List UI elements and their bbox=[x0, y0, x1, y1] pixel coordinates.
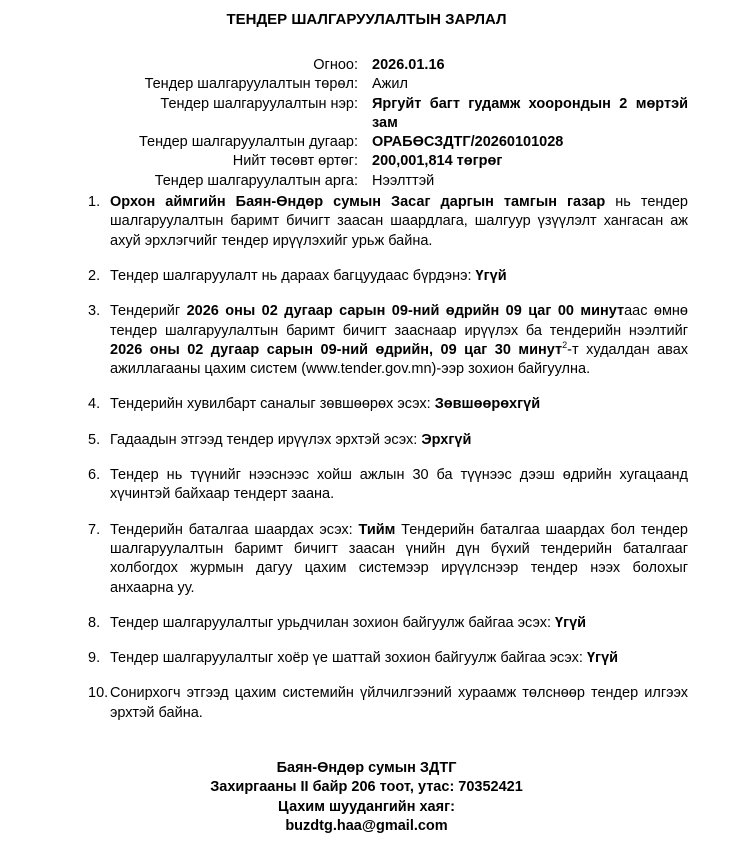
list-item-number: 7. bbox=[88, 521, 101, 538]
meta-label: Тендер шалгаруулалтын дугаар: bbox=[139, 134, 358, 151]
footer-email-label: Цахим шуудангийн хаяг: bbox=[278, 798, 455, 815]
meta-label: Тендер шалгаруулалтын нэр: bbox=[160, 95, 358, 112]
list-item bbox=[88, 267, 688, 286]
list-item bbox=[88, 395, 688, 414]
list-item bbox=[88, 614, 688, 633]
list-item-text: Тендер нь түүнийг нээснээс хойш ажлын 30 ба түүнээс дээш өдрийн хугацаанд хүчинтэй байхаар тендерт заана. bbox=[110, 467, 688, 503]
meta-row-date bbox=[45, 56, 688, 75]
meta-value: 2026.01.16 bbox=[372, 57, 445, 73]
list-item-text: Тендерийн хувилбарт саналыг зөвшөөрөх эсэх: Зөвшөөрөхгүй bbox=[110, 396, 541, 413]
list-item bbox=[88, 521, 688, 598]
footer-org-name: Баян-Өндөр сумын ЗДТГ bbox=[276, 760, 457, 777]
meta-row-budget bbox=[45, 152, 688, 171]
list-item-text: Тендерийн баталгаа шаардах эсэх: Тийм Тендерийн баталгаа шаардах бол тендер шалгаруулалтын баримт бичигт заасан үнийн дүн бүхий тендерийн баталгааг холбогдох журмын дагуу цахим системээр ирүүлснээр тендер нээх болохыг анхаарна уу. bbox=[110, 521, 688, 596]
meta-label: Тендер шалгаруулалтын төрөл: bbox=[144, 76, 358, 93]
list-item bbox=[88, 431, 688, 450]
tender-conditions-list bbox=[88, 193, 688, 723]
meta-label: Нийт төсөвт өртөг: bbox=[232, 153, 358, 170]
meta-row-name bbox=[45, 95, 688, 134]
tender-meta bbox=[45, 56, 688, 191]
list-item-number: 10. bbox=[88, 685, 109, 702]
meta-value: ОРАБӨСЗДТГ/20260101028 bbox=[372, 134, 564, 151]
list-item bbox=[88, 302, 688, 379]
list-item-number: 1. bbox=[88, 194, 101, 211]
list-item-text: Сонирхогч этгээд цахим системийн үйлчилгээний хураамж төлснөөр тендер илгээх эрхтэй байна. bbox=[110, 685, 688, 721]
meta-label: Огноо: bbox=[313, 57, 358, 73]
list-item-text: Тендер шалгаруулалтыг урьдчилан зохион байгуулж байгаа эсэх: Үгүй bbox=[110, 614, 587, 631]
meta-label: Тендер шалгаруулалтын арга: bbox=[154, 172, 358, 189]
meta-row-method bbox=[45, 172, 688, 191]
contact-footer bbox=[45, 759, 688, 836]
list-item-text: Гадаадын этгээд тендер ирүүлэх эрхтэй эсэх: Эрхгүй bbox=[110, 431, 472, 448]
meta-value: Яргуйт багт гудамж хоорондын 2 мөртэй зам bbox=[372, 95, 688, 131]
list-item-number: 6. bbox=[88, 467, 101, 484]
meta-value: Нээлттэй bbox=[372, 172, 435, 189]
list-item-number: 3. bbox=[88, 303, 101, 320]
footer-email: buzdtg.haa@gmail.com bbox=[285, 817, 448, 834]
list-item bbox=[88, 466, 688, 505]
list-item-number: 9. bbox=[88, 650, 101, 667]
list-item-number: 2. bbox=[88, 267, 101, 284]
list-item-text: Тендер шалгаруулалтыг хоёр үе шаттай зохион байгуулж байгаа эсэх: Үгүй bbox=[110, 650, 619, 667]
list-item bbox=[88, 193, 688, 251]
list-item-text: Тендер шалгаруулалт нь дараах багцуудаас бүрдэнэ: Үгүй bbox=[110, 267, 507, 284]
list-item-number: 8. bbox=[88, 614, 101, 631]
meta-row-type bbox=[45, 75, 688, 94]
meta-value: Ажил bbox=[372, 76, 408, 93]
list-item-number: 5. bbox=[88, 431, 101, 448]
meta-value: 200,001,814 төгрөг bbox=[372, 153, 503, 170]
list-item bbox=[88, 684, 688, 723]
list-item-number: 4. bbox=[88, 396, 101, 413]
list-item-text: Тендерийг 2026 оны 02 дугаар сарын 09-ний өдрийн 09 цаг 00 минутаас өмнө тендер шалгаруулалтын баримт бичигт зааснаар ирүүлэх ба тендерийн нээлтийг 2026 оны 02 дугаар сарын 09-ний өдрийн, 09 цаг 30 минут$^2$-т худалдан авах ажиллагааны цахим систем (www.tender.gov.mn)-ээр зохион байгуулна. bbox=[110, 303, 689, 378]
footer-address-phone: Захиргааны II байр 206 тоот, утас: 70352421 bbox=[210, 779, 523, 796]
list-item bbox=[88, 649, 688, 668]
meta-row-number bbox=[45, 133, 688, 152]
list-item-text: Орхон аймгийн Баян-Өндөр сумын Засаг даргын тамгын газар нь тендер шалгаруулалтын баримт бичигт заасан шаардлага, шалгуур үзүүлэлт хангасан аж ахуй эрхлэгчийг тендер ирүүлэхийг урьж байна. bbox=[110, 194, 688, 249]
page-title: ТЕНДЕР ШАЛГАРУУЛАЛТЫН ЗАРЛАЛ bbox=[226, 11, 507, 28]
